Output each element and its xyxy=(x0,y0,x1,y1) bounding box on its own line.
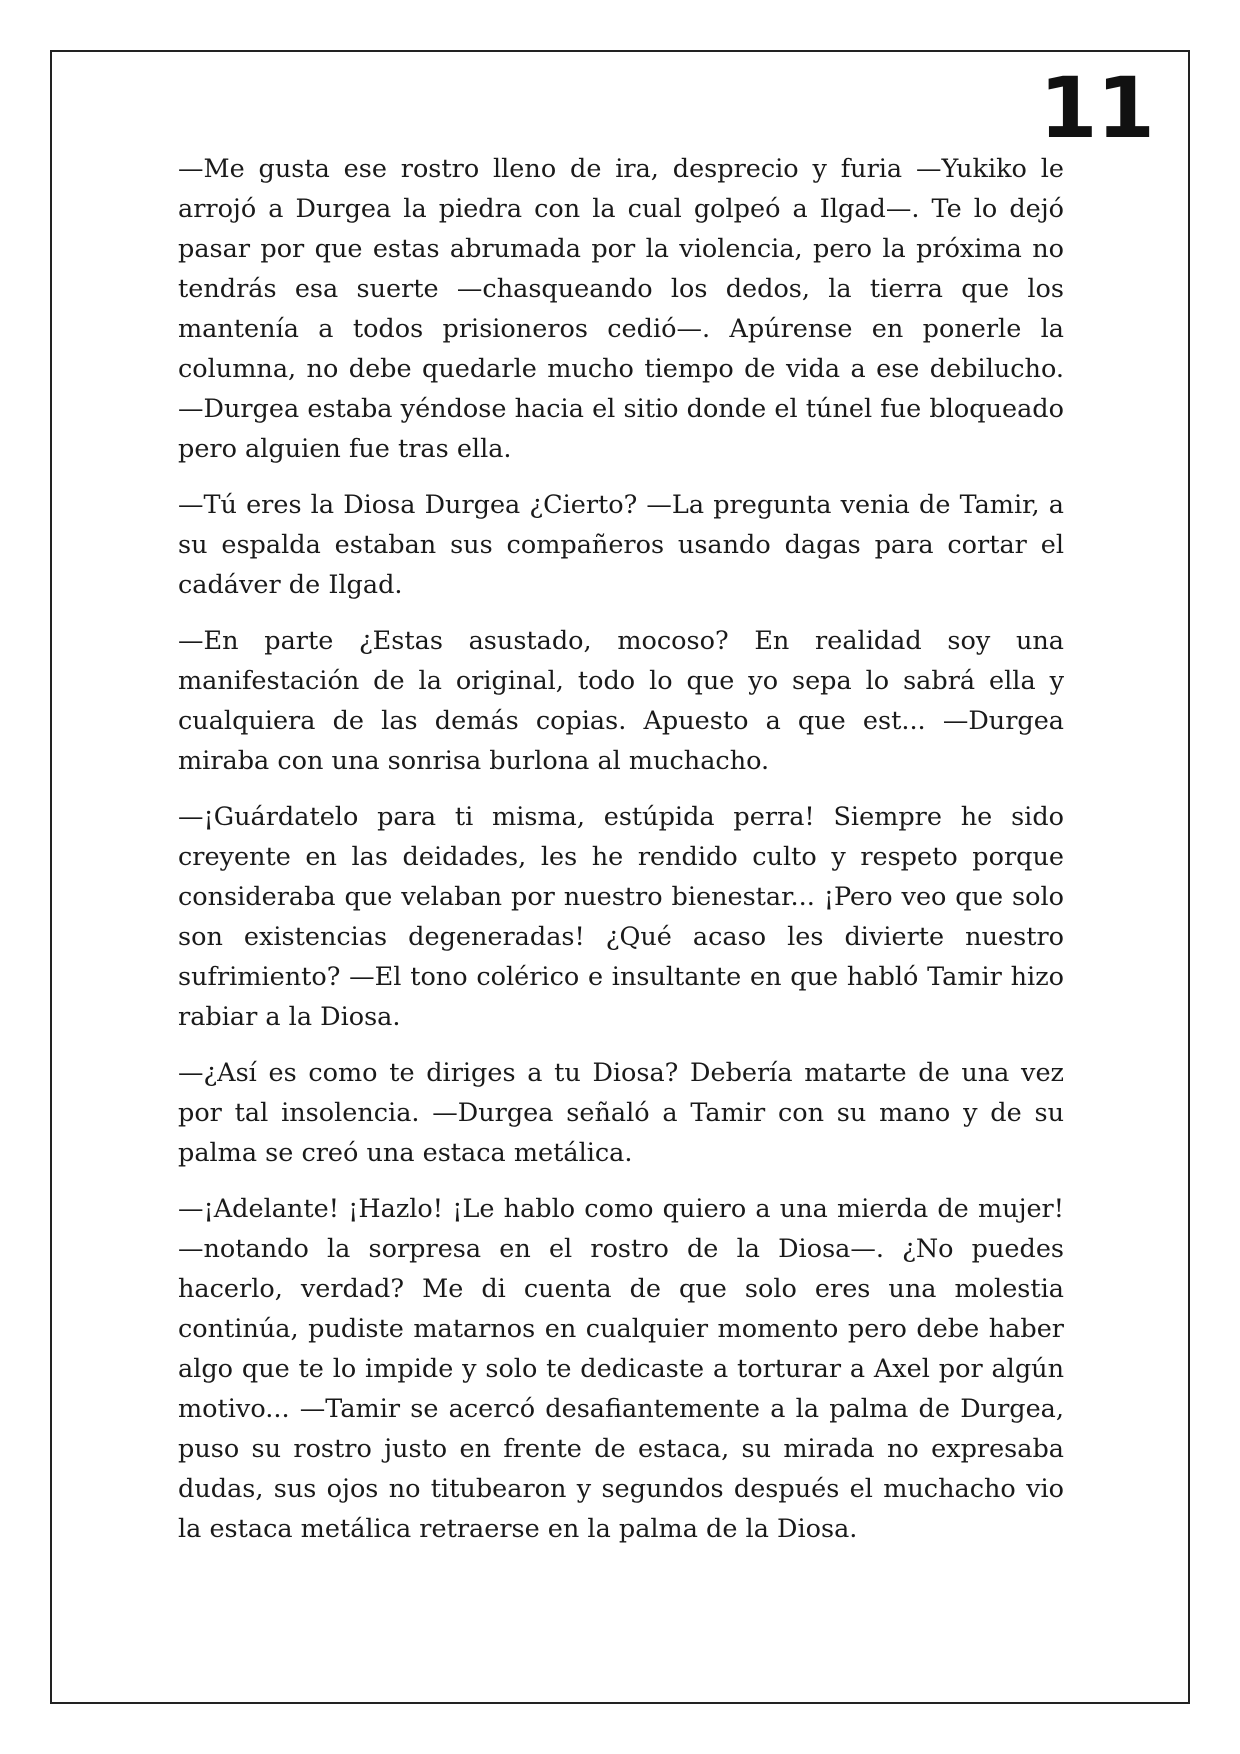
paragraph: —¡Adelante! ¡Hazlo! ¡Le hablo como quiero a una mierda de mujer! —notando la sorpresa en el rostro de la Diosa—. ¿No puedes hacerlo, verdad? Me di cuenta de que solo eres una molestia continúa, pudiste matarnos en cualquier momento pero debe haber algo que te lo impide y solo te dedicaste a torturar a Axel por algún motivo... —Tamir se acercó desafiantemente a la palma de Durgea, puso su rostro justo en frente de estaca, su mirada no expresaba dudas, sus ojos no titubearon y segundos después el muchacho vio la estaca metálica retraerse en la palma de la Diosa. xyxy=(178,1194,1064,1544)
page-number: 11 xyxy=(1039,59,1154,157)
text-body xyxy=(178,149,1064,1565)
paragraph: —Me gusta ese rostro lleno de ira, desprecio y furia —Yukiko le arrojó a Durgea la piedra con la cual golpeó a Ilgad—. Te lo dejó pasar por que estas abrumada por la violencia, pero la próxima no tendrás esa suerte —chasqueando los dedos, la tierra que los mantenía a todos prisioneros cedió—. Apúrense en ponerle la columna, no debe quedarle mucho tiempo de vida a ese debilucho. —Durgea estaba yéndose hacia el sitio donde el túnel fue bloqueado pero alguien fue tras ella. xyxy=(178,154,1064,464)
paragraph: —Tú eres la Diosa Durgea ¿Cierto? —La pregunta venia de Tamir, a su espalda estaban sus compañeros usando dagas para cortar el cadáver de Ilgad. xyxy=(178,490,1064,600)
paragraph: —¿Así es como te diriges a tu Diosa? Debería matarte de una vez por tal insolencia. —Durgea señaló a Tamir con su mano y de su palma se creó una estaca metálica. xyxy=(178,1058,1064,1168)
paragraph: —¡Guárdatelo para ti misma, estúpida perra! Siempre he sido creyente en las deidades, les he rendido culto y respeto porque consideraba que velaban por nuestro bienestar... ¡Pero veo que solo son existencias degeneradas! ¿Qué acaso les divierte nuestro sufrimiento? —El tono colérico e insultante en que habló Tamir hizo rabiar a la Diosa. xyxy=(178,802,1064,1032)
paragraph: —En parte ¿Estas asustado, mocoso? En realidad soy una manifestación de la original, todo lo que yo sepa lo sabrá ella y cualquiera de las demás copias. Apuesto a que est... —Durgea miraba con una sonrisa burlona al muchacho. xyxy=(178,626,1064,776)
page-frame xyxy=(50,50,1190,1704)
